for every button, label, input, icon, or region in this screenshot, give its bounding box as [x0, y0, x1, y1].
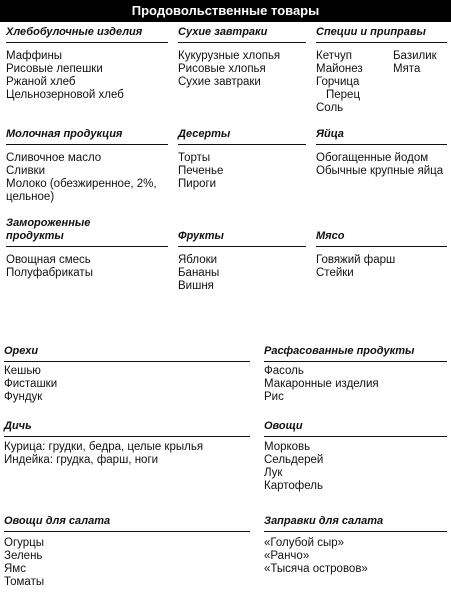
list-item: Соль — [316, 102, 344, 114]
list-item: Лук — [264, 467, 283, 479]
list-item: Зелень — [4, 550, 43, 562]
section-header-fruits: Фрукты — [178, 230, 224, 242]
list-item: Кукурузные хлопья — [178, 50, 281, 62]
list-item: Мята — [393, 63, 421, 75]
list-item: Курица: грудки, бедра, целые крылья — [4, 441, 204, 453]
list-poultry — [4, 441, 203, 467]
list-item: Рис — [264, 391, 284, 403]
list-desserts — [178, 152, 223, 191]
list-salad-vegetables — [4, 537, 44, 589]
list-item: Кетчуп — [316, 50, 352, 62]
section-header-salad-dressings: Заправки для салата — [264, 515, 384, 527]
list-item: Кешью — [4, 365, 41, 377]
section-header-nuts: Орехи — [4, 345, 39, 357]
list-item: «Тысяча островов» — [264, 563, 368, 575]
header-rule — [6, 144, 168, 145]
header-rule — [178, 144, 306, 145]
header-rule — [4, 436, 250, 437]
list-item: Картофель — [264, 480, 323, 492]
header-rule — [264, 436, 447, 437]
section-header-spices: Специи и приправы — [316, 26, 426, 38]
section-header-poultry: Дичь — [4, 420, 32, 432]
list-item: Сливки — [6, 165, 46, 177]
list-nuts — [4, 365, 57, 404]
list-item: Обогащенные йодом — [316, 152, 429, 164]
list-item: Яблоки — [178, 254, 218, 266]
list-item: Сухие завтраки — [178, 76, 261, 88]
list-item: «Ранчо» — [264, 550, 310, 562]
section-header-salad-vegetables: Овощи для салата — [4, 515, 111, 527]
list-fruits — [178, 254, 219, 293]
list-spices — [316, 50, 363, 115]
list-eggs — [316, 152, 443, 178]
header-rule — [6, 42, 168, 43]
list-item: Стейки — [316, 267, 354, 279]
list-item: Фисташки — [4, 378, 58, 390]
header-rule — [6, 246, 168, 247]
header-rule — [264, 531, 447, 532]
header-rule — [316, 144, 447, 145]
section-header-eggs: Яйца — [316, 128, 344, 140]
list-item: Макаронные изделия — [264, 378, 379, 390]
list-item: Рисовые лепешки — [6, 63, 103, 75]
list-item: Сливочное масло — [6, 152, 102, 164]
list-item: «Голубой сыр» — [264, 537, 344, 549]
list-item: Вишня — [178, 280, 214, 292]
list-item: Печенье — [178, 165, 224, 177]
list-item: Молоко (обезжиренное, 2%, цельное) — [6, 178, 157, 203]
section-header-frozen — [6, 217, 90, 243]
list-item: Фасоль — [264, 365, 304, 377]
list-item: Томаты — [4, 576, 45, 588]
list-item: Торты — [178, 152, 211, 164]
list-item: Обычные крупные яйца — [316, 165, 444, 177]
list-item: Морковь — [264, 441, 311, 453]
list-item: Перец — [326, 89, 361, 101]
list-frozen — [6, 254, 93, 280]
list-item: Маффины — [6, 50, 63, 62]
section-header-bakery: Хлебобулочные изделия — [6, 26, 143, 38]
list-item: Базилик — [393, 50, 437, 62]
list-packaged — [264, 365, 379, 404]
list-item: Ямс — [4, 563, 26, 575]
header-rule — [4, 531, 250, 532]
list-item: Огурцы — [4, 537, 45, 549]
list-item: Говяжий фарш — [316, 254, 396, 266]
section-header-meat: Мясо — [316, 230, 345, 242]
list-dairy — [6, 152, 166, 204]
list-cereal — [178, 50, 280, 89]
list-vegetables — [264, 441, 323, 493]
list-item: Пироги — [178, 178, 217, 190]
header-rule — [178, 42, 306, 43]
list-item: Овощная смесь — [6, 254, 91, 266]
list-bakery — [6, 50, 124, 102]
header-rule — [316, 42, 447, 43]
list-item: Майонез — [316, 63, 363, 75]
page-title: Продовольственные товары — [0, 0, 451, 22]
list-item: Ржаной хлеб — [6, 76, 76, 88]
section-header-vegetables: Овощи — [264, 420, 303, 432]
list-item: Сельдерей — [264, 454, 324, 466]
list-meat — [316, 254, 395, 280]
list-item: Рисовые хлопья — [178, 63, 266, 75]
section-header-frozen-line2: продукты — [6, 230, 64, 242]
section-header-desserts: Десерты — [178, 128, 231, 140]
section-header-dairy: Молочная продукция — [6, 128, 123, 140]
list-spices-herbs — [393, 50, 437, 76]
header-rule — [264, 361, 447, 362]
section-header-cereal: Сухие завтраки — [178, 26, 268, 38]
header-rule — [4, 361, 250, 362]
list-item: Бананы — [178, 267, 220, 279]
list-item: Индейка: грудка, фарш, ноги — [4, 454, 159, 466]
list-item: Полуфабрикаты — [6, 267, 93, 279]
header-rule — [178, 246, 306, 247]
list-item: Фундук — [4, 391, 43, 403]
list-item: Цельнозерновой хлеб — [6, 89, 124, 101]
list-salad-dressings — [264, 537, 368, 576]
section-header-packaged: Расфасованные продукты — [264, 345, 415, 357]
header-rule — [316, 246, 447, 247]
list-item: Горчица — [316, 76, 360, 88]
section-header-frozen-line1: Замороженные — [6, 217, 91, 229]
